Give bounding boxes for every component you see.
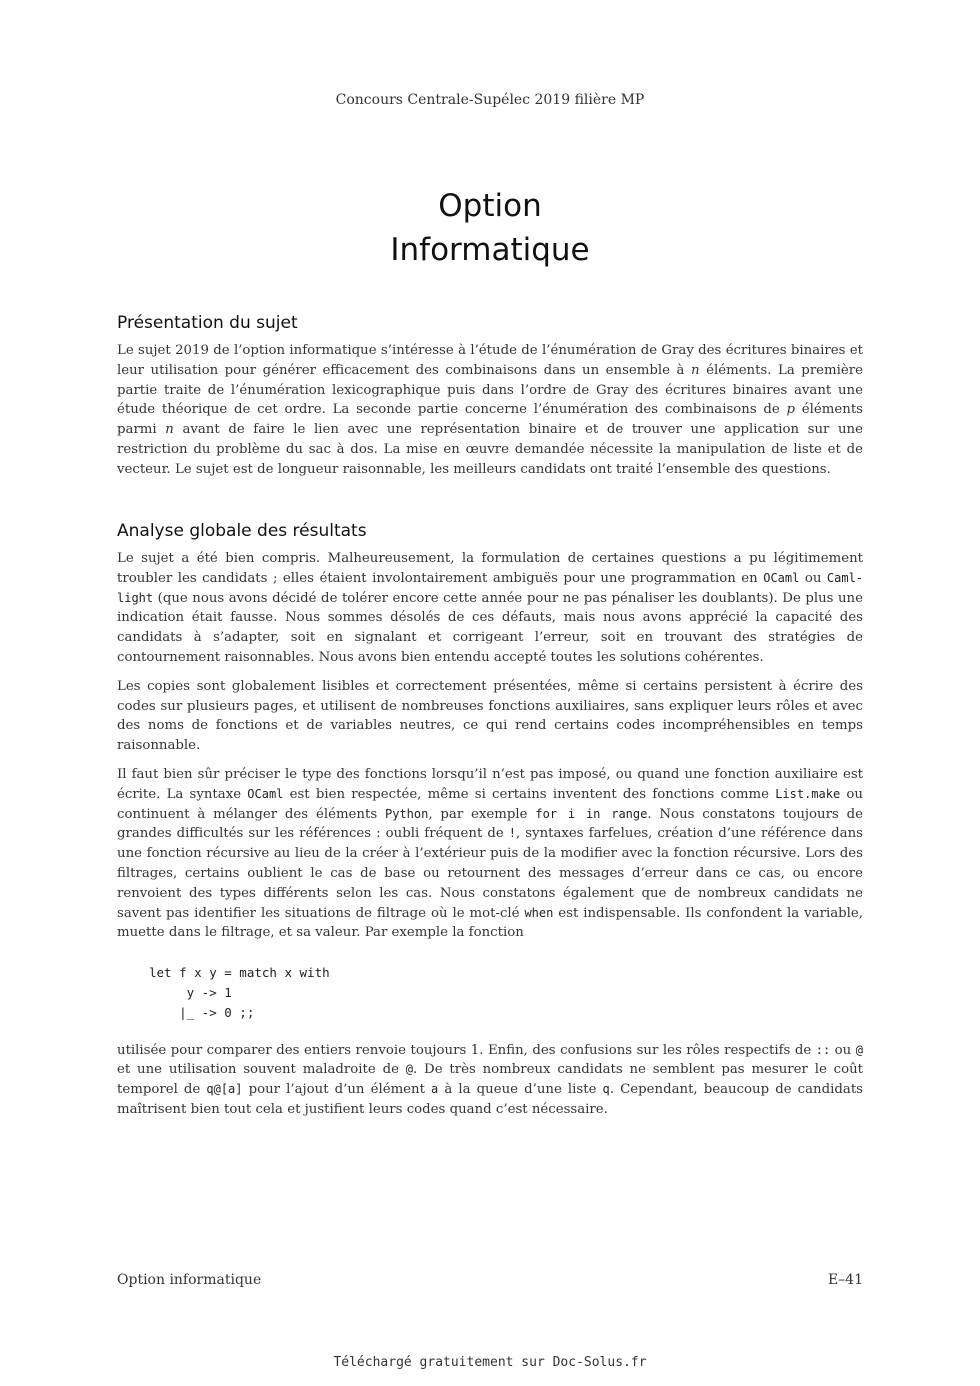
inline-code: q@[a] bbox=[206, 1082, 243, 1097]
inline-code: @ bbox=[855, 1042, 863, 1057]
inline-code: when bbox=[524, 905, 554, 920]
analyse-paragraph-1: Le sujet a été bien compris. Malheureusement, la formulation de certaines questions a pu légitimement troubler les candidats ; elles étaient involontairement ambiguës pour une programmation en OCaml ou Caml-light (que nous avons décidé de tolérer encore cette année pour ne pas pénaliser les doublants). De plus une indication était fausse. Nous sommes désolés de ces défauts, mais nous avons apprécié la capacité des candidats à s’adapter, soit en signalant et corrigeant l’erreur, soit en trouvant des stratégies de contournement raisonnables. Nous avons bien entendu accepté toutes les solutions cohérentes. bbox=[117, 551, 864, 665]
inline-code: a bbox=[431, 1082, 439, 1097]
inline-code: @ bbox=[405, 1062, 413, 1077]
running-head: Concours Centrale-Supélec 2019 filière MP bbox=[335, 92, 645, 108]
math-var-n: n bbox=[165, 422, 174, 438]
section-analyse bbox=[117, 521, 863, 1120]
inline-code: OCaml bbox=[247, 786, 284, 801]
page-number: E–41 bbox=[827, 1272, 863, 1288]
inline-code: :: bbox=[815, 1042, 831, 1057]
presentation-paragraph: Le sujet 2019 de l’option informatique s’intéresse à l’étude de l’énumération de Gray des écritures binaires et leur utilisation pour générer efficacement des combinaisons dans un ensemble à n éléments. La première partie traite de l’énumération lexicographique puis dans l’ordre de Gray des écritures binaires avant une étude théorique de cet ordre. La seconde partie concerne l’énumération des combinaisons de p éléments parmi n avant de faire le lien avec une représentation binaire et de trouver une application sur une restriction du problème du sac à dos. La mise en œuvre demandée nécessite la manipulation de liste et de vecteur. Le sujet est de longueur raisonnable, les meilleurs candidats ont traité l’ensemble des questions. bbox=[117, 343, 863, 477]
inline-code: ! bbox=[508, 826, 516, 841]
inline-code: Caml-light bbox=[117, 570, 864, 605]
inline-code: for i in range bbox=[535, 806, 648, 821]
analyse-paragraph-3: Il faut bien sûr préciser le type des fonctions lorsqu’il n’est pas imposé, ou quand une fonction auxiliaire est écrite. La syntaxe OCaml est bien respectée, même si certains inventent des fonctions comme List.make ou continuent à mélanger des éléments Python, par exemple for i in range. Nous constatons toujours de grandes difficultés sur les références : oubli fréquent de !, syntaxes farfelues, création d’une référence dans une fonction récursive au lieu de la créer à l’extérieur puis de la modifier avec la fonction récursive. Lors des filtrages, certains oublient le cas de base ou retournent des messages d’erreur dans ce cas, ou encore renvoient des types différents selon les cas. Nous constatons également que de nombreux candidats ne savent pas identifier les situations de filtrage où le mot-clé when est indispensable. Ils confondent la variable, muette dans le filtrage, et sa valeur. Par exemple la fonction bbox=[117, 766, 863, 941]
code-block: let f x y = match x with y -> 1 |_ -> 0 ;; bbox=[149, 965, 330, 1020]
page-title bbox=[0, 184, 980, 272]
inline-code: Python bbox=[385, 806, 429, 821]
title-line-2: Informatique bbox=[390, 232, 590, 268]
section-heading-analyse: Analyse globale des résultats bbox=[117, 521, 367, 541]
analyse-paragraph-2: Les copies sont globalement lisibles et correctement présentées, même si certains persistent à écrire des codes sur plusieurs pages, et utilisent de nombreuses fonctions auxiliaires, sans expliquer leurs rôles et avec des noms de fonctions et de variables neutres, ce qui rend certains codes incompréhensibles en temps raisonnable. bbox=[117, 678, 863, 754]
math-var-n: n bbox=[691, 362, 700, 378]
inline-code: List.make bbox=[775, 786, 841, 801]
inline-code: q bbox=[602, 1082, 610, 1097]
download-note: Téléchargé gratuitement sur Doc-Solus.fr bbox=[333, 1355, 647, 1370]
math-var-p: p bbox=[786, 402, 796, 418]
footer-left: Option informatique bbox=[117, 1272, 262, 1288]
analyse-paragraph-4: utilisée pour comparer des entiers renvoie toujours 1. Enfin, des confusions sur les rôles respectifs de :: ou @ et une utilisation souvent maladroite de @. De très nombreux candidats ne semblent pas mesurer le coût temporel de q@[a] pour l’ajout d’un élément a à la queue d’une liste q. Cependant, beaucoup de candidats maîtrisent bien tout cela et justifient leurs codes quand c’est nécessaire. bbox=[117, 1042, 863, 1117]
section-presentation bbox=[117, 313, 863, 480]
section-heading-presentation: Présentation du sujet bbox=[117, 313, 298, 333]
title-line-1: Option bbox=[438, 188, 542, 224]
inline-code: OCaml bbox=[763, 570, 800, 585]
